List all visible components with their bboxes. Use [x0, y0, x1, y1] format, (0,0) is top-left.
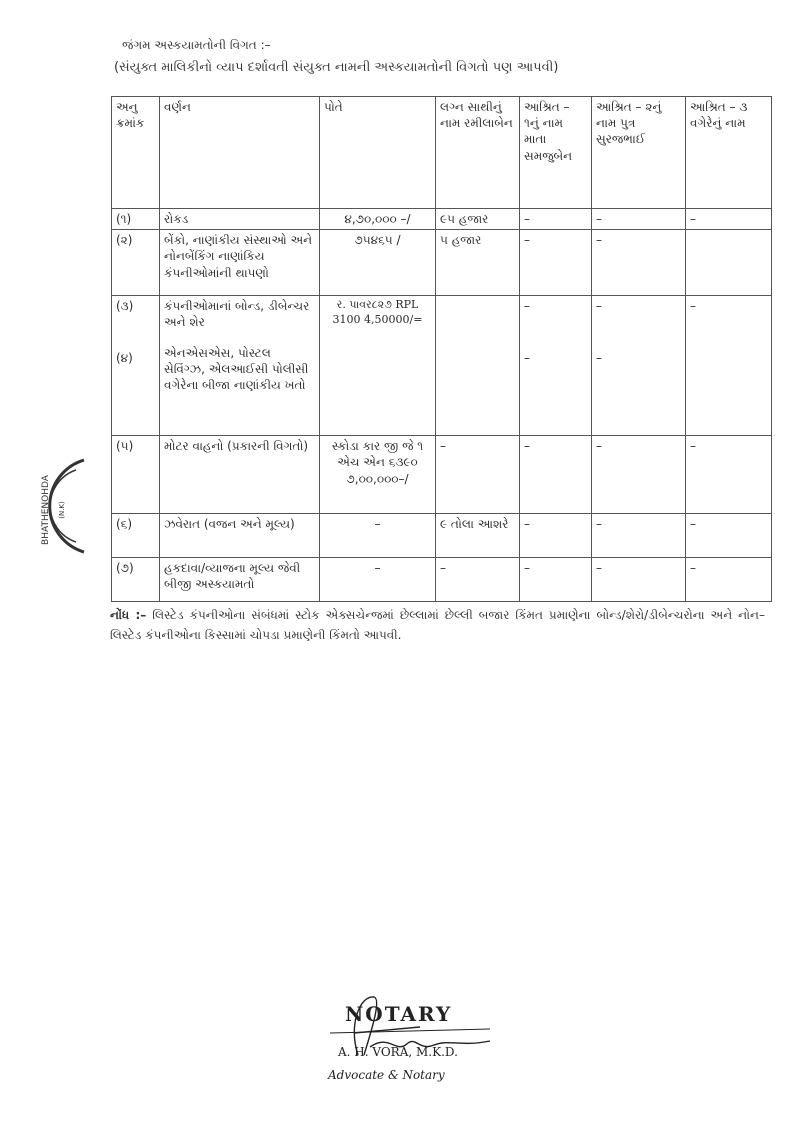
- row-self: ૪,૭૦,૦૦૦ –/: [320, 209, 436, 230]
- row-dependent-1: –: [520, 230, 592, 296]
- row-dependent-2: –: [592, 209, 686, 230]
- row-spouse: –: [436, 558, 520, 602]
- row-serial: (૭): [112, 558, 160, 602]
- row-description: બેંકો, નાણાંકીય સંસ્થાઓ અને નોનબેંકિંગ નાણાંકિય કંપનીઓમાંની થાપણો: [160, 230, 320, 296]
- row-dependent-1: –: [520, 436, 592, 514]
- header-self: પોતે: [320, 97, 436, 209]
- table-row: [112, 436, 772, 514]
- table-header-row: [112, 97, 772, 209]
- notary-seal-stamp: [18, 456, 90, 556]
- description-3: કંપનીઓમાનાં બોન્ડ, ડીબેન્ચર અને શેર: [164, 299, 310, 330]
- row-self: ર. પાવર૮૨૭ RPL 3100 4,50000/=: [320, 296, 436, 436]
- row-dependent-2: –: [592, 558, 686, 602]
- row-dependent-1: –: [520, 558, 592, 602]
- serial-3: (૩): [116, 299, 134, 314]
- row-dependent-3: –: [686, 558, 772, 602]
- row-serial: [112, 296, 160, 436]
- header-dependent-1: આશ્રિત – ૧નું નામ માતા સમજુબેન: [520, 97, 592, 209]
- section-heading: જંગમ અસ્કયામતોની વિગત :–: [122, 38, 271, 52]
- row-self: ૭૫૪૬૫ /: [320, 230, 436, 296]
- header-serial: અનુ ક્રમાંક: [112, 97, 160, 209]
- row-dependent-1: – –: [520, 296, 592, 436]
- row-spouse: –: [436, 436, 520, 514]
- notary-name: A. H. VORA, M.K.D.: [338, 1045, 458, 1059]
- table-row: [112, 209, 772, 230]
- table-row: [112, 558, 772, 602]
- row-dependent-1: –: [520, 514, 592, 558]
- row-description: ઝવેરાત (વજન અને મૂલ્ય): [160, 514, 320, 558]
- row-self: સ્કોડા કાર જી જે ૧ એચ એન ૬૩૯૦ ૭,૦૦,૦૦૦–/: [320, 436, 436, 514]
- footnote-text: લિસ્ટેડ કંપનીઓના સંબંધમાં સ્ટોક એક્સચેન્જમાં છેલ્લામાં છેલ્લી બજાર કિંમત પ્રમાણેના બોન્ડ/શેરો/ડીબેન્ચરોના અને નોન–લિસ્ટેડ કંપનીઓના કિસ્સામાં ચોપડા પ્રમાણેની કિંમતો આપવી.: [110, 608, 765, 643]
- footnote: [110, 605, 765, 646]
- row-self: –: [320, 558, 436, 602]
- svg-text:BHATHENOHDA: BHATHENOHDA: [41, 475, 51, 545]
- row-dependent-3: –: [686, 436, 772, 514]
- section-subheading: (સંયુક્ત માલિકીનો વ્યાપ દર્શાવતી સંયુક્ત નામની અસ્કયામતોની વિગતો પણ આપવી): [114, 60, 559, 75]
- table-row: [112, 296, 772, 436]
- header-description: વર્ણન: [160, 97, 320, 209]
- row-serial: (૫): [112, 436, 160, 514]
- row-description: મોટર વાહનો (પ્રકારની વિગતો): [160, 436, 320, 514]
- svg-text:(N.K): (N.K): [58, 501, 66, 519]
- header-spouse: લગ્ન સાથીનું નામ રમીલાબેન: [436, 97, 520, 209]
- row-dependent-3: –: [686, 514, 772, 558]
- row-description: [160, 296, 320, 436]
- row-spouse: [436, 296, 520, 436]
- movable-assets-table: [111, 96, 772, 602]
- row-serial: (૬): [112, 514, 160, 558]
- row-spouse: ૫ હજાર: [436, 230, 520, 296]
- footnote-label: નોંધ :–: [110, 608, 147, 622]
- row-self: –: [320, 514, 436, 558]
- row-dependent-2: – –: [592, 296, 686, 436]
- row-dependent-3: –: [686, 296, 772, 436]
- row-spouse: ૯ તોલા આશરે: [436, 514, 520, 558]
- row-dependent-2: –: [592, 230, 686, 296]
- row-description: રોકડ: [160, 209, 320, 230]
- row-spouse: ૯૫ હજાર: [436, 209, 520, 230]
- serial-4: (૪): [116, 351, 133, 366]
- notary-title: NOTARY: [345, 1002, 453, 1026]
- table-row: [112, 514, 772, 558]
- row-dependent-1: –: [520, 209, 592, 230]
- header-dependent-3: આશ્રિત – ૩ વગેરેનું નામ: [686, 97, 772, 209]
- row-dependent-3: [686, 230, 772, 296]
- table-row: [112, 230, 772, 296]
- row-description: હકદાવા/વ્યાજના મૂલ્ય જેવી બીજી અસ્કયામતો: [160, 558, 320, 602]
- row-serial: (૧): [112, 209, 160, 230]
- header-dependent-2: આશ્રિત – ૨નું નામ પુત્ર સુરજભાઈ: [592, 97, 686, 209]
- row-dependent-2: –: [592, 514, 686, 558]
- row-serial: (૨): [112, 230, 160, 296]
- description-4: એનએસએસ, પોસ્ટલ સેવિંગ્ઝ, એલઆઈસી પોલીસી વગેરેના બીજા નાણાંકીય ખતો: [164, 345, 309, 392]
- notary-role: Advocate & Notary: [328, 1068, 445, 1082]
- row-dependent-2: –: [592, 436, 686, 514]
- row-dependent-3: –: [686, 209, 772, 230]
